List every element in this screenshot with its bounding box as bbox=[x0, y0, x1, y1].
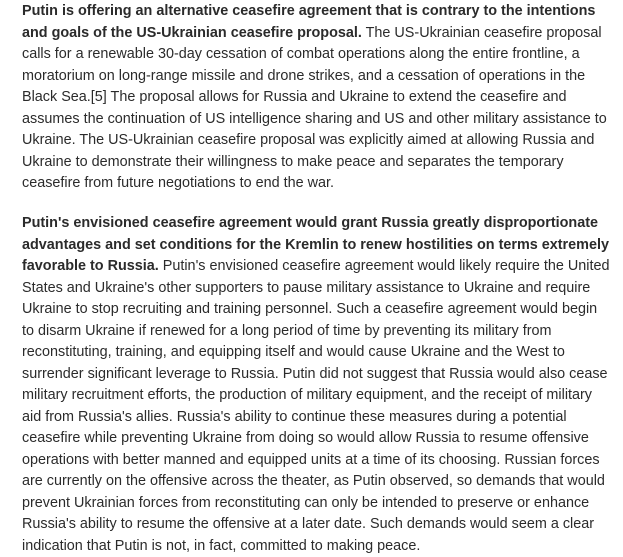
paragraph-russian-advantages bbox=[22, 213, 613, 557]
paragraph-ceasefire-proposal bbox=[22, 1, 613, 195]
paragraph-text: Putin's envisioned ceasefire agreement would likely require the United States and Ukraine's other supporters to pause military assistance to Ukraine and require Ukraine to stop recruiting and training personnel. Such a ceasefire agreement would begin to disarm Ukraine if renewed for a long period of time by preventing its military from reconstituting, training, and equipping itself and would cause Ukraine and the West to surrender significant leverage to Russia. Putin did not suggest that Russia would also cease military recruitment efforts, the production of military equipment, and the receipt of military aid from Russia's allies. Russia's ability to continue these measures during a potential ceasefire while preventing Ukraine from doing so would allow Russia to resume offensive operations with better manned and equipped units at a time of its choosing. Russian forces are currently on the offensive across the theater, as Putin observed, so demands that would prevent Ukrainian forces from reconstituting can only be intended to preserve or enhance Russia's ability to resume the offensive at a later date. Such demands would seem a clear indication that Putin is not, in fact, committed to making peace. bbox=[22, 258, 610, 554]
paragraph-text: The US-Ukrainian ceasefire proposal calls for a renewable 30-day cessation of combat operations along the entire frontline, a moratorium on long-range missile and drone strikes, and a cessation of operations in the Black Sea.[5] The proposal allows for Russia and Ukraine to extend the ceasefire and assumes the continuation of US intelligence sharing and US and other military assistance to Ukraine. The US-Ukrainian ceasefire proposal was explicitly aimed at allowing Russia and Ukraine to demonstrate their willingness to make peace and separates the temporary ceasefire from future negotiations to end the war. bbox=[22, 24, 607, 191]
paragraph-lead: Putin is offering an alternative ceasefire agreement that is contrary to the intentions and goals of the US-Ukrainian ceasefire proposal. bbox=[22, 3, 596, 41]
paragraph-lead: Putin's envisioned ceasefire agreement would grant Russia greatly disproportionate advantages and set conditions for the Kremlin to renew hostilities on terms extremely favorable to Russia. bbox=[22, 215, 609, 274]
